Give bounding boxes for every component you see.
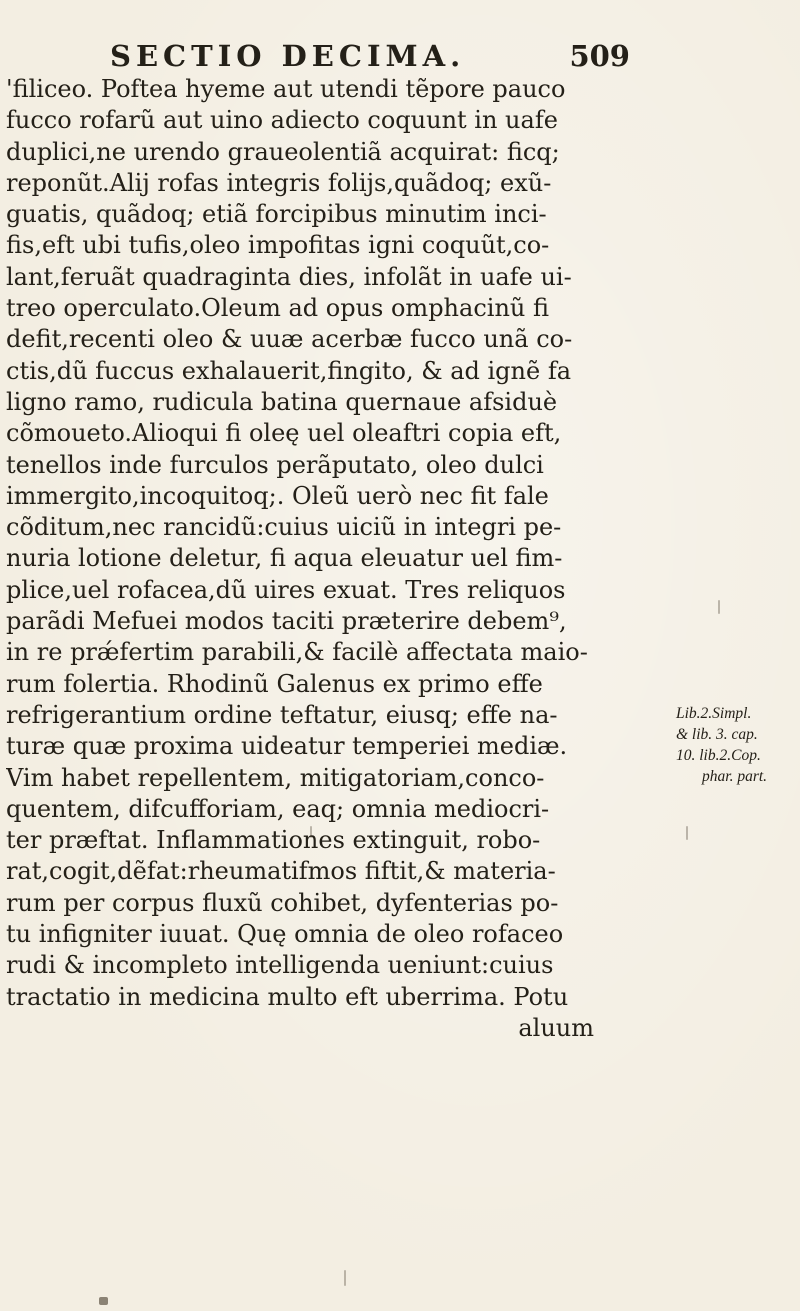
- text-line: duplici,ne urendo graueolentiã acquirat: ficq;: [6, 137, 560, 166]
- text-line: turæ quæ proxima uideatur temperiei mediæ.: [6, 732, 568, 761]
- running-head: SECTIO DECIMA.: [110, 39, 466, 73]
- text-line: ctis,dũ fuccus exhalauerit,fingito, & ad ignẽ fa: [6, 356, 572, 385]
- text-line: tractatio in medicina multo eft uberrima. Potu: [6, 982, 569, 1011]
- text-line: Vim habet repellentem, mitigatoriam,conco-: [6, 763, 545, 792]
- text-line: treo operculato.Oleum ad opus omphacinũ fi: [6, 294, 549, 323]
- text-line: immergito,incoquitoq;. Oleũ uerò nec fit fale: [6, 481, 549, 510]
- page-number: 509: [569, 39, 630, 73]
- text-line: rum per corpus fluxũ cohibet, dyfenterias po-: [6, 888, 559, 917]
- text-line: 'filiceo. Poftea hyeme aut utendi tẽpore pauco: [6, 75, 566, 103]
- text-line: defit,recenti oleo & uuæ acerbæ fucco unã co-: [6, 325, 573, 354]
- text-line: lant,feruãt quadraginta dies, infolãt in uafe ui-: [6, 262, 572, 291]
- ink-speck: [99, 1297, 108, 1305]
- text-line: ter præftat. Inflammationes extinguit, robo-: [6, 826, 541, 855]
- text-line: cõditum,nec rancidũ:cuius uiciũ in integri pe-: [6, 513, 562, 542]
- margin-notes: [676, 703, 800, 787]
- margin-note: Lib.2.Simpl.: [676, 705, 752, 722]
- margin-note: & lib. 3. cap.: [676, 726, 758, 743]
- text-line: tenellos inde furculos perãputato, oleo dulci: [6, 450, 544, 479]
- margin-note: phar. part.: [702, 768, 768, 785]
- text-line: in re prǽfertim parabili,& facilè affectata maio-: [6, 638, 588, 667]
- text-line: rat,cogit,dẽfat:rheumatifmos fiftit,& materia-: [6, 857, 556, 886]
- text-line: nuria lotione deletur, fi aqua eleuatur uel fim-: [6, 544, 563, 573]
- text-line: cõmoueto.Alioqui fi oleę uel oleaftri copia eft,: [6, 419, 562, 448]
- ink-speck: [344, 1270, 346, 1286]
- text-line: guatis, quãdoq; etiã forcipibus minutim inci-: [6, 200, 547, 229]
- text-line: reponũt.Alij rofas integris folijs,quãdoq; exũ-: [6, 168, 552, 197]
- text-line: fis,eft ubi tufis,oleo impofitas igni coquũt,co-: [6, 231, 550, 260]
- text-line: rudi & incompleto intelligenda ueniunt:cuius: [6, 951, 554, 980]
- text-line: plice,uel rofacea,dũ uires exuat. Tres reliquos: [6, 575, 566, 604]
- catchword: aluum: [518, 1013, 594, 1042]
- ink-speck: [686, 826, 688, 840]
- text-line: ligno ramo, rudicula batina quernaue afsiduè: [6, 387, 558, 416]
- page-header: [110, 36, 630, 76]
- margin-note: 10. lib.2.Cop.: [676, 747, 761, 764]
- text-line: parãdi Mefuei modos taciti præterire debem⁹,: [6, 607, 567, 636]
- body-text: [6, 74, 606, 1044]
- text-line: tu infigniter iuuat. Quę omnia de oleo rofaceo: [6, 920, 564, 949]
- ink-speck: [310, 826, 312, 838]
- ink-speck: [718, 600, 720, 614]
- text-line: refrigerantium ordine teftatur, eiusq; effe na-: [6, 700, 558, 729]
- text-line: fucco rofarũ aut uino adiecto coquunt in uafe: [6, 106, 558, 135]
- text-line: quentem, difcufforiam, eaq; omnia mediocri-: [6, 794, 550, 823]
- text-line: rum folertia. Rhodinũ Galenus ex primo effe: [6, 669, 543, 698]
